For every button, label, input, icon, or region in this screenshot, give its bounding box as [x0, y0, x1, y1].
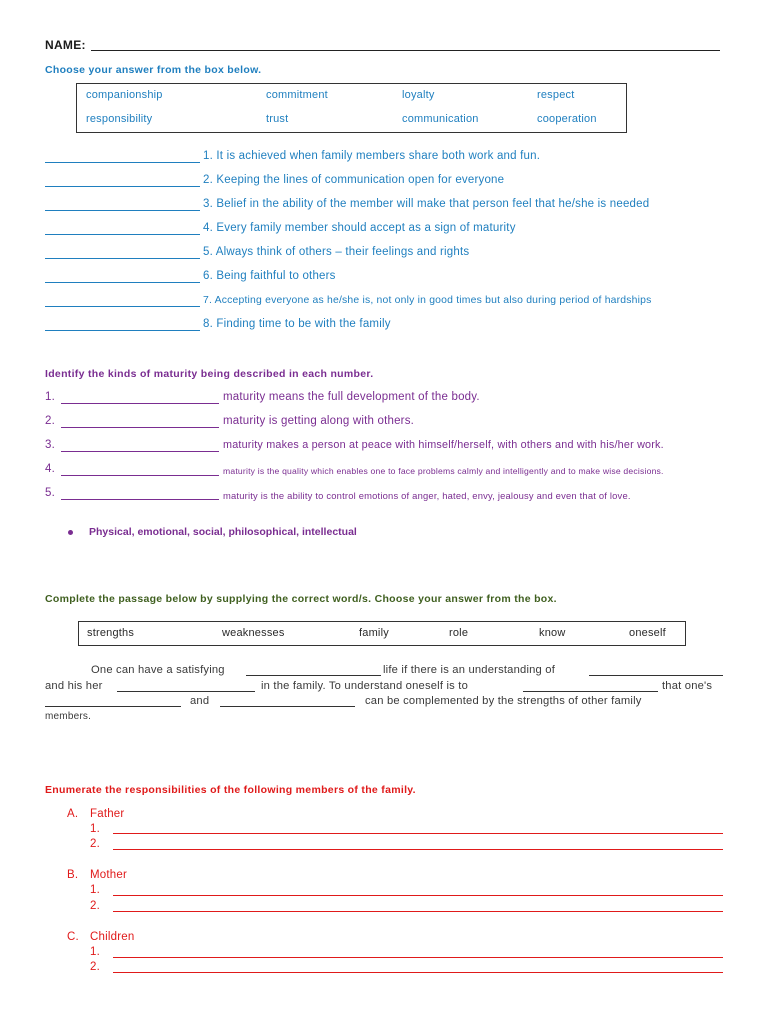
passage-blank[interactable]: [523, 691, 658, 692]
passage-line: [45, 664, 723, 679]
passage-blank[interactable]: [117, 691, 255, 692]
section2-item: [45, 487, 735, 503]
section1-heading: Choose your answer from the box below.: [45, 64, 262, 76]
answer-line[interactable]: [113, 895, 723, 896]
item-number: 1.: [45, 391, 55, 403]
answer-blank[interactable]: [45, 270, 200, 283]
answer-blank[interactable]: [45, 246, 200, 259]
word-box-1-item: trust: [266, 113, 289, 125]
word-box-1-item: companionship: [86, 89, 163, 101]
passage-text: that one's: [662, 680, 713, 692]
section1-item: [45, 198, 735, 214]
answer-blank[interactable]: [45, 174, 200, 187]
member-letter: B.: [67, 869, 79, 881]
item-number: 4.: [45, 463, 55, 475]
word-box-2-item: family: [359, 627, 389, 639]
item-text: maturity means the full development of the body.: [223, 391, 480, 403]
passage-blank[interactable]: [45, 706, 181, 707]
line-number: 1.: [90, 946, 100, 958]
passage-text: and: [190, 695, 210, 707]
section1-item: [45, 294, 735, 310]
answer-line[interactable]: [113, 833, 723, 834]
section3-heading: Complete the passage below by supplying the correct word/s. Choose your answer from the box.: [45, 593, 557, 605]
item-text: maturity is getting along with others.: [223, 415, 415, 427]
passage-line: [45, 680, 723, 695]
word-box-1-item: responsibility: [86, 113, 153, 125]
bullet-icon: [68, 530, 73, 535]
section2-item: [45, 463, 735, 479]
line-number: 2.: [90, 961, 100, 973]
answer-blank[interactable]: [45, 198, 200, 211]
word-box-1-item: respect: [537, 89, 575, 101]
word-box-2-item: oneself: [629, 627, 666, 639]
line-number: 1.: [90, 884, 100, 896]
member-name: Mother: [90, 869, 127, 881]
passage-line: [45, 695, 723, 710]
item-text: 5. Always think of others – their feelings and rights: [203, 246, 470, 258]
passage-text: members.: [45, 711, 92, 722]
item-text: 8. Finding time to be with the family: [203, 318, 391, 330]
answer-blank[interactable]: [61, 499, 219, 500]
item-text: 4. Every family member should accept as a sign of maturity: [203, 222, 516, 234]
member-name: Father: [90, 808, 125, 820]
section2-item: [45, 415, 735, 431]
answer-blank[interactable]: [61, 475, 219, 476]
name-field[interactable]: [91, 50, 720, 51]
member-letter: C.: [67, 931, 79, 943]
section2-item: [45, 439, 735, 455]
name-row: [45, 38, 720, 54]
item-number: 2.: [45, 415, 55, 427]
word-box-1-item: loyalty: [402, 89, 435, 101]
item-text: maturity makes a person at peace with himself/herself, with others and with his/her work.: [223, 439, 664, 451]
word-box-2: [78, 621, 686, 646]
item-text: maturity is the quality which enables one to face problems calmly and intelligently and to make wise decisions.: [223, 466, 664, 476]
answer-blank[interactable]: [61, 403, 219, 404]
word-box-1-item: communication: [402, 113, 479, 125]
member-name: Children: [90, 931, 135, 943]
member-letter: A.: [67, 808, 79, 820]
passage-blank[interactable]: [220, 706, 355, 707]
answer-line[interactable]: [113, 957, 723, 958]
item-number: 5.: [45, 487, 55, 499]
answer-line[interactable]: [113, 911, 723, 912]
passage-line: [45, 711, 723, 726]
answer-blank[interactable]: [45, 318, 200, 331]
item-text: maturity is the ability to control emotions of anger, hated, envy, jealousy and even that of love.: [223, 490, 631, 501]
passage-text: One can have a satisfying: [91, 664, 225, 676]
section1-item: [45, 270, 735, 286]
passage-blank[interactable]: [246, 675, 381, 676]
answer-blank[interactable]: [61, 427, 219, 428]
answer-blank[interactable]: [45, 150, 200, 163]
word-box-2-item: know: [539, 627, 566, 639]
passage-blank[interactable]: [589, 675, 723, 676]
item-text: 7. Accepting everyone as he/she is, not only in good times but also during period of hardships: [203, 295, 652, 306]
section4-heading: Enumerate the responsibilities of the following members of the family.: [45, 784, 416, 796]
section1-item: [45, 174, 735, 190]
section1-item: [45, 150, 735, 166]
section1-item: [45, 222, 735, 238]
answer-blank[interactable]: [61, 451, 219, 452]
answer-line[interactable]: [113, 849, 723, 850]
answer-line[interactable]: [113, 972, 723, 973]
item-text: 6. Being faithful to others: [203, 270, 336, 282]
item-text: 2. Keeping the lines of communication open for everyone: [203, 174, 505, 186]
passage-text: can be complemented by the strengths of other family: [365, 695, 642, 707]
line-number: 2.: [90, 900, 100, 912]
passage-text: in the family. To understand oneself is to: [261, 680, 468, 692]
maturity-choices: [68, 526, 357, 538]
item-text: 3. Belief in the ability of the member will make that person feel that he/she is needed: [203, 198, 650, 210]
item-number: 3.: [45, 439, 55, 451]
word-box-2-item: role: [449, 627, 469, 639]
passage-text: and his her: [45, 680, 103, 692]
word-box-1: [76, 83, 627, 133]
line-number: 2.: [90, 838, 100, 850]
section1-item: [45, 318, 735, 334]
word-box-2-item: weaknesses: [222, 627, 285, 639]
answer-blank[interactable]: [45, 222, 200, 235]
word-box-1-item: cooperation: [537, 113, 597, 125]
word-box-2-item: strengths: [87, 627, 135, 639]
choices-text: Physical, emotional, social, philosophical, intellectual: [89, 526, 357, 538]
section2-heading: Identify the kinds of maturity being described in each number.: [45, 368, 374, 380]
line-number: 1.: [90, 823, 100, 835]
answer-blank[interactable]: [45, 294, 200, 307]
item-text: 1. It is achieved when family members share both work and fun.: [203, 150, 541, 162]
word-box-1-item: commitment: [266, 89, 328, 101]
name-label: NAME:: [45, 38, 86, 52]
section2-item: [45, 391, 735, 407]
passage-text: life if there is an understanding of: [383, 664, 556, 676]
section1-item: [45, 246, 735, 262]
